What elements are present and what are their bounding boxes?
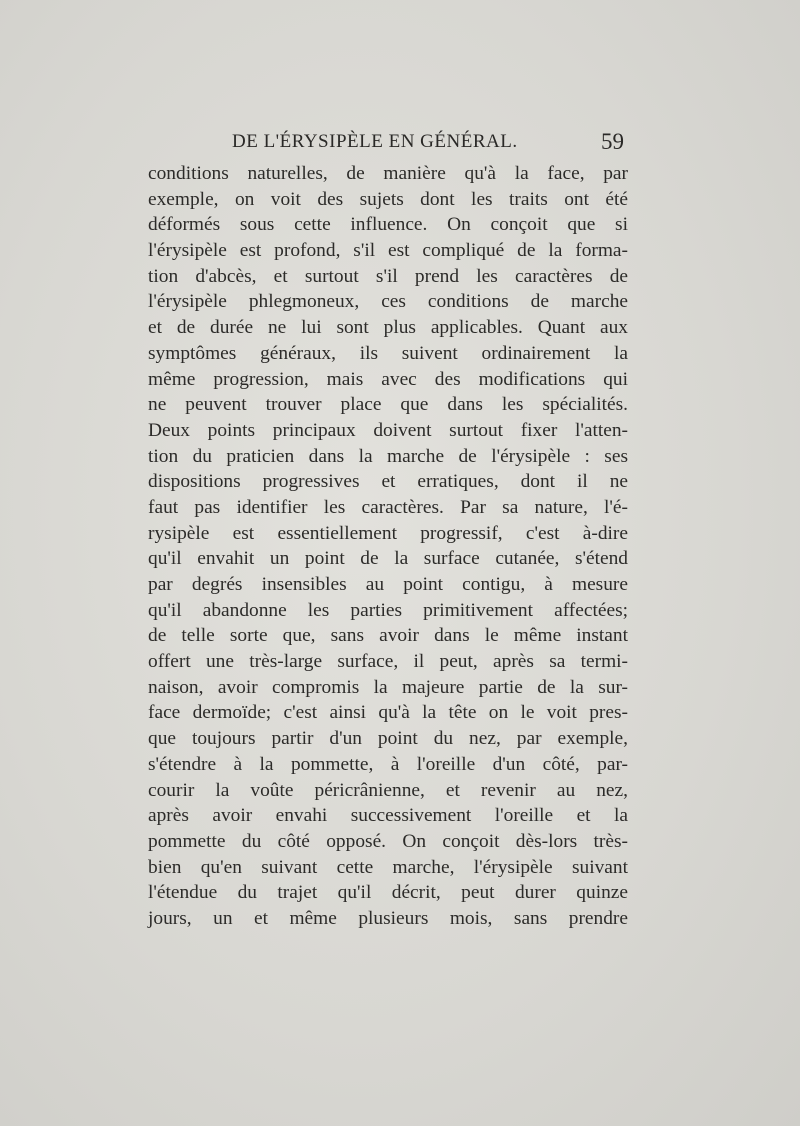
text-line: conditions naturelles, de manière qu'à la face, par [148, 163, 628, 184]
running-title: DE L'ÉRYSIPÈLE EN GÉNÉRAL. [232, 131, 518, 152]
text-line: symptômes généraux, ils suivent ordinairement la [148, 342, 628, 364]
text-line: déformés sous cette influence. On conçoit que si [148, 214, 628, 236]
text-line: naison, avoir compromis la majeure partie de la sur- [148, 676, 628, 698]
text-line: ne peuvent trouver place que dans les spécialités. [148, 394, 628, 416]
text-line: que toujours partir d'un point du nez, par exemple, [148, 728, 628, 750]
text-line: après avoir envahi successivement l'oreille et la [148, 805, 628, 827]
text-line: rysipèle est essentiellement progressif, c'est à-dire [148, 522, 628, 544]
text-line: exemple, on voit des sujets dont les traits ont été [148, 188, 628, 210]
page-number: 59 [601, 129, 624, 154]
page-header [148, 129, 624, 159]
text-line: jours, un et même plusieurs mois, sans prendre [148, 907, 628, 929]
text-line: l'érysipèle phlegmoneux, ces conditions de marche [148, 291, 628, 313]
text-line: et de durée ne lui sont plus applicables. Quant aux [148, 317, 628, 339]
text-line: courir la voûte péricrânienne, et revenir au nez, [148, 779, 628, 801]
body-text [148, 161, 628, 932]
text-line: s'étendre à la pommette, à l'oreille d'un côté, par- [148, 753, 628, 775]
text-line: l'étendue du trajet qu'il décrit, peut durer quinze [148, 882, 628, 904]
text-line: offert une très-large surface, il peut, après sa termi- [148, 651, 628, 673]
text-line: l'érysipèle est profond, s'il est compliqué de la forma- [148, 240, 628, 262]
text-line: qu'il envahit un point de la surface cutanée, s'étend [148, 548, 628, 570]
text-line: Deux points principaux doivent surtout fixer l'atten- [148, 419, 628, 441]
text-line: de telle sorte que, sans avoir dans le même instant [148, 625, 628, 647]
text-line: face dermoïde; c'est ainsi qu'à la tête on le voit pres- [148, 702, 628, 724]
text-line: tion du praticien dans la marche de l'érysipèle : ses [148, 445, 628, 467]
text-line: qu'il abandonne les parties primitivement affectées; [148, 599, 628, 621]
text-line: dispositions progressives et erratiques, dont il ne [148, 471, 628, 493]
text-line: bien qu'en suivant cette marche, l'érysipèle suivant [148, 856, 628, 878]
text-line: faut pas identifier les caractères. Par sa nature, l'é- [148, 496, 628, 518]
text-line: pommette du côté opposé. On conçoit dès-lors très- [148, 830, 628, 852]
text-line: par degrés insensibles au point contigu, à mesure [148, 574, 628, 595]
text-line: tion d'abcès, et surtout s'il prend les caractères de [148, 265, 628, 287]
text-line: même progression, mais avec des modifications qui [148, 368, 628, 390]
